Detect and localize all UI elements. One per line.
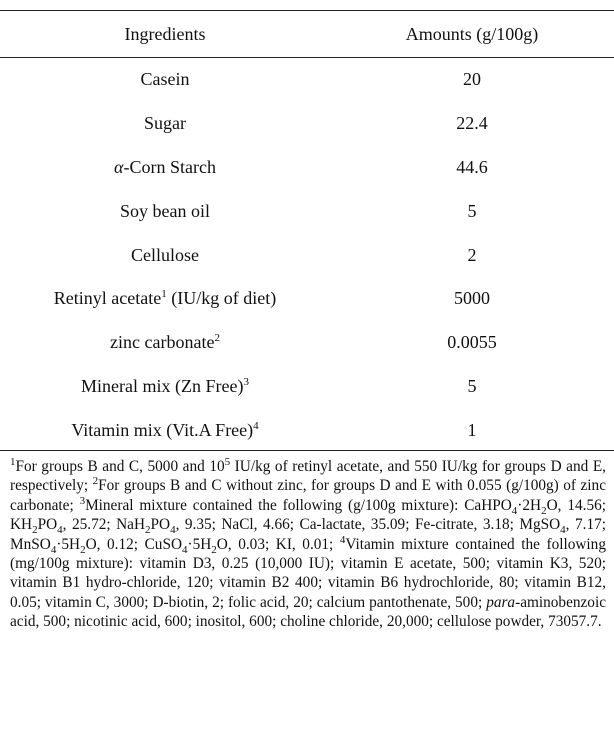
italic-text: para	[486, 593, 516, 611]
footnote-text: , 7.17; MnSO	[10, 516, 606, 553]
footnote-text: O, 14.56; KH	[10, 496, 606, 534]
ingredient-name: Cellulose	[131, 244, 199, 265]
footnote-marker: 1	[10, 455, 16, 468]
ingredient-amount: 2	[467, 244, 477, 265]
footnote-text: O, 0.03; KI, 0.01;	[216, 535, 340, 553]
footnote-text: Vitamin mixture contained the following (mg/100g mixture): vitamin D3, 0.25 (10,000 IU); vitamin E acetate, 500; vitamin K3, 520; vitamin B1 hydro-chloride, 120; vitamin B2 400; vitamin B6 hydrochloride, 80; vitamin B12, 0.05; vitamin C, 3000; D-biotin, 2; folic acid, 20; calcium pantothenate, 500;	[10, 535, 606, 611]
footnote-text: IU/kg of retinyl acetate, and 550 IU/kg for groups D and E, respectively;	[10, 458, 606, 495]
footnote-marker: 3	[243, 375, 249, 388]
ingredient-amount: 5	[467, 375, 477, 396]
footnote-text: ·5H	[187, 535, 212, 553]
ingredient-name: Soy bean oil	[120, 200, 210, 221]
footnote-text: ·5H	[56, 535, 81, 553]
footnote-marker: 1	[161, 288, 167, 301]
subscript: 4	[170, 524, 176, 537]
ingredient-name: Sugar	[144, 113, 186, 134]
ingredient-name-text: Retinyl acetate	[53, 288, 162, 309]
ingredient-name	[0, 321, 330, 365]
table-row	[0, 277, 614, 321]
ingredient-amount: 5000	[454, 288, 490, 309]
table-bottom-rule	[0, 450, 614, 451]
ingredient-name	[0, 146, 330, 190]
ingredient-name-text: zinc carbonate	[110, 332, 215, 353]
subscript: 2	[80, 543, 86, 556]
table-row	[0, 146, 614, 190]
footnote-text: ·2H	[517, 496, 542, 514]
ingredient-name	[0, 408, 330, 452]
footnote-marker: 2	[214, 332, 220, 345]
alpha-prefix: α	[114, 156, 124, 177]
footnote-text: -aminobenzoic acid, 500; nicotinic acid, 600; inositol, 600; choline chloride, 20,000; cellulose powder, 73057.7.	[10, 593, 606, 631]
footnote-marker: 2	[92, 475, 99, 488]
subscript: 4	[182, 543, 188, 556]
footnote-text: , 9.35; NaCl, 4.66; Ca-lactate, 35.09; Fe-citrate, 3.18; MgSO	[175, 516, 561, 534]
ingredient-amount: 1	[467, 419, 477, 440]
ingredients-table	[0, 10, 614, 452]
ingredient-name-text: -Corn Starch	[123, 156, 216, 177]
table-row	[0, 58, 614, 102]
ingredient-amount: 20	[463, 69, 481, 90]
footnote-marker: 4	[339, 533, 346, 546]
table-row	[0, 321, 614, 365]
footnote-marker: 4	[253, 419, 259, 432]
exponent: 5	[224, 455, 231, 468]
table-footnote	[10, 457, 606, 632]
subscript: 4	[50, 543, 57, 556]
ingredient-name	[0, 365, 330, 409]
footnote-text: For groups B and C, 5000 and 10	[15, 458, 225, 475]
footnote-text: Mineral mixture contained the following (g/100g mixture): CaHPO	[85, 496, 512, 514]
table-row	[0, 233, 614, 277]
table-row	[0, 365, 614, 409]
table-row	[0, 408, 614, 452]
table-row	[0, 102, 614, 146]
footnote-text: , 25.72; NaH	[62, 516, 146, 534]
header-rule	[0, 57, 614, 58]
footnote-text: O, 0.12; CuSO	[85, 535, 182, 553]
footnote-marker: 3	[79, 494, 86, 507]
subscript: 2	[541, 504, 547, 517]
footnote-text: PO	[150, 516, 171, 534]
ingredient-name-text: Vitamin mix (Vit.A Free)	[71, 419, 254, 440]
ingredient-name: Casein	[140, 69, 190, 90]
table-row	[0, 189, 614, 233]
ingredient-amount: 44.6	[456, 156, 488, 177]
header-amounts: Amounts (g/100g)	[405, 23, 539, 44]
footnote-text: PO	[37, 516, 58, 534]
ingredient-amount: 0.0055	[447, 332, 497, 353]
header-ingredients: Ingredients	[124, 23, 206, 44]
ingredient-unit: (IU/kg of diet)	[166, 288, 277, 309]
subscript: 4	[511, 504, 518, 517]
table-header-row	[0, 10, 614, 58]
subscript: 4	[57, 524, 63, 537]
ingredient-amount: 22.4	[456, 113, 488, 134]
footnote-text: For groups B and C without zinc, for groups D and E with 0.055 (g/100g) of zinc carbonate;	[10, 477, 606, 514]
ingredient-name-text: Mineral mix (Zn Free)	[81, 375, 244, 396]
subscript: 2	[211, 543, 217, 556]
subscript: 2	[145, 524, 151, 537]
subscript: 4	[560, 524, 566, 537]
ingredient-amount: 5	[467, 200, 477, 221]
ingredient-name	[0, 277, 330, 321]
subscript: 2	[32, 524, 38, 537]
